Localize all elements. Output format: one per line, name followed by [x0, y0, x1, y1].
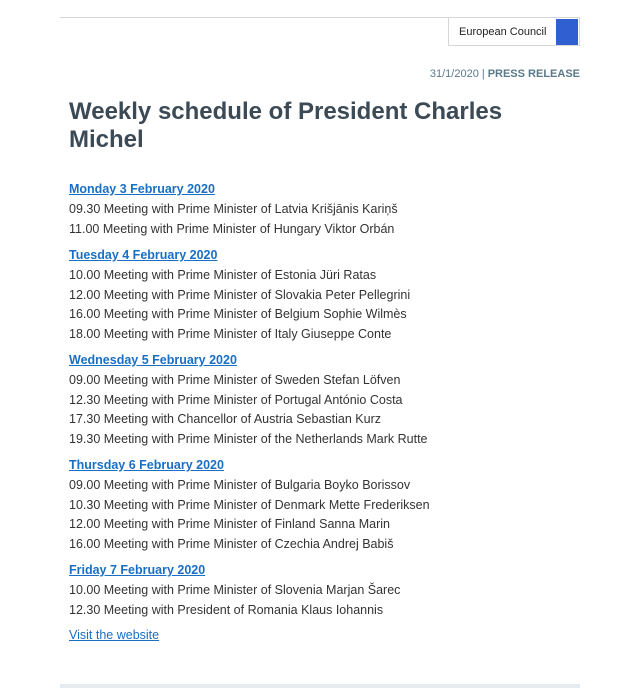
day-section	[69, 457, 569, 554]
schedule-entry: 12.30 Meeting with President of Romania Klaus Iohannis	[69, 602, 384, 617]
day-title-link[interactable]: Thursday 6 February 2020	[69, 458, 224, 472]
schedule-entry: 12.30 Meeting with Prime Minister of Portugal António Costa	[69, 392, 403, 407]
release-date: 31/1/2020	[429, 68, 479, 80]
day-title-link[interactable]: Wednesday 5 February 2020	[69, 353, 237, 367]
day-section	[69, 352, 569, 449]
day-title-link[interactable]: Tuesday 4 February 2020	[69, 248, 218, 262]
day-section	[69, 181, 569, 239]
bottom-divider	[60, 684, 580, 688]
schedule-entry: 09.00 Meeting with Prime Minister of Bulgaria Boyko Borissov	[69, 478, 411, 492]
day-title-link[interactable]: Friday 7 February 2020	[69, 563, 206, 577]
schedule-entry: 09.00 Meeting with Prime Minister of Sweden Stefan Löfven	[69, 373, 401, 387]
schedule-entry: 12.00 Meeting with Prime Minister of Slovakia Peter Pellegrini	[69, 287, 411, 302]
visit-website-link[interactable]: Visit the website	[69, 628, 160, 642]
schedule-entry: 10.30 Meeting with Prime Minister of Denmark Mette Frederiksen	[69, 497, 430, 512]
schedule-entry: 19.30 Meeting with Prime Minister of the Netherlands Mark Rutte	[69, 431, 428, 446]
brand-label: European Council	[459, 25, 547, 38]
schedule-entry: 18.00 Meeting with Prime Minister of Italy Giuseppe Conte	[69, 326, 392, 341]
page-title: Weekly schedule of President Charles Michel	[69, 98, 503, 153]
brand-logo[interactable]	[448, 18, 580, 46]
schedule-entry: 09.30 Meeting with Prime Minister of Latvia Krišjānis Kariņš	[69, 202, 398, 216]
day-title-link[interactable]: Monday 3 February 2020	[69, 182, 215, 196]
schedule-entry: 11.00 Meeting with Prime Minister of Hungary Viktor Orbán	[69, 221, 395, 236]
schedule-entry: 16.00 Meeting with Prime Minister of Czechia Andrej Babiš	[69, 536, 394, 551]
schedule-entry: 17.30 Meeting with Chancellor of Austria Sebastian Kurz	[69, 412, 381, 426]
schedule-entry: 16.00 Meeting with Prime Minister of Belgium Sophie Wilmès	[69, 307, 407, 321]
schedule-list	[69, 181, 569, 642]
day-section	[69, 247, 569, 344]
schedule-entry: 12.00 Meeting with Prime Minister of Finland Sanna Marin	[69, 517, 390, 531]
brand-square-icon	[556, 19, 578, 45]
meta-separator: |	[481, 68, 485, 80]
schedule-entry: 10.00 Meeting with Prime Minister of Slovenia Marjan Šarec	[69, 583, 401, 597]
day-section	[69, 562, 569, 620]
schedule-entry: 10.00 Meeting with Prime Minister of Estonia Jüri Ratas	[69, 268, 377, 282]
release-meta	[430, 68, 580, 80]
release-type: PRESS RELEASE	[487, 68, 580, 80]
